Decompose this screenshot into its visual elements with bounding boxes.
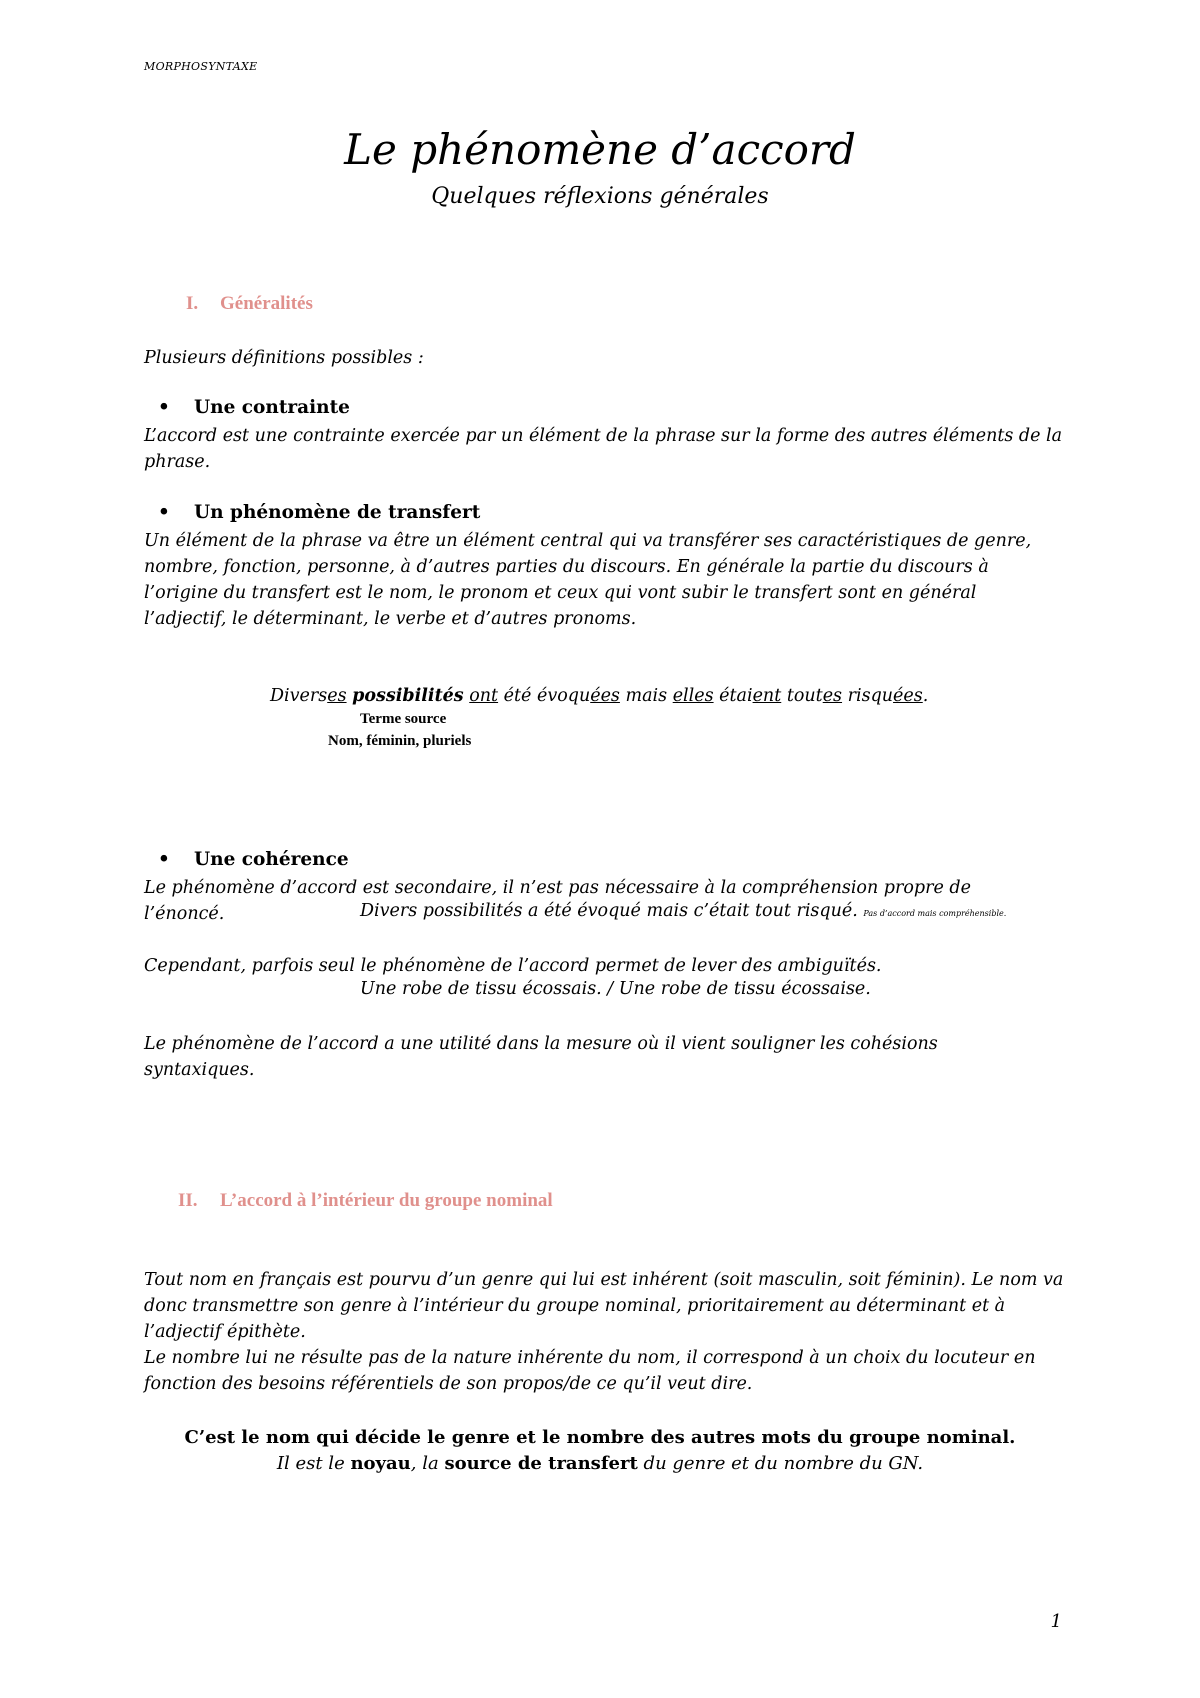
example-note-features: Nom, féminin, pluriels [328,733,472,749]
bullet-title: Une contrainte [194,397,350,418]
example-note-term-source: Terme source [360,711,447,727]
conclusion-text: du genre et du nombre du GN. [643,1453,924,1474]
conclusion-text: , la [410,1453,439,1474]
bullet-coherence-text: Le phénomène d’accord est secondaire, il n’est pas nécessaire à la compréhension propre de l’énoncé. [144,878,971,924]
section-1-number: I. [186,293,199,314]
bullet-dot-icon: • [158,502,170,523]
ambiguity-paragraph: Cependant, parfois seul le phénomène de l’accord permet de lever des ambiguïtés. [144,956,882,976]
section-2-title: L’accord à l’intérieur du groupe nominal [220,1190,553,1211]
bullet-dot-icon: • [158,849,170,870]
example-ending: es [822,686,843,706]
example-ending: es [327,686,347,706]
conclusion-text: Il est le [276,1453,345,1474]
page-title: Le phénomène d’accord [344,125,856,174]
conclusion-keyword: noyau [350,1453,411,1474]
section-2-heading [178,1190,553,1212]
example-word: été évoqu [503,686,591,706]
example-punctuation: . [922,686,929,706]
bullet-title: Une cohérence [194,849,349,870]
section-1-title: Généralités [220,293,313,314]
example-sentence [270,686,928,706]
header-label: MORPHOSYNTAXE [144,60,258,73]
page-subtitle: Quelques réflexions générales [431,184,769,209]
example-word: risqu [847,686,894,706]
example-word: tout [786,686,823,706]
example-ending: ées [893,686,923,706]
ambiguity-example: Une robe de tissu écossais. / Une robe de tissu écossaise. [360,979,871,999]
example-ending: ent [752,686,782,706]
coherence-example-sentence: Divers possibilités a été évoqué mais c’était tout risqué. [360,901,858,921]
bullet-coherence [158,849,349,870]
utility-paragraph: Le phénomène de l’accord a une utilité dans la mesure où il vient souligner les cohésions syntaxiques. [144,1034,938,1080]
coherence-example [360,901,1006,921]
page-number: 1 [1050,1611,1062,1632]
example-source-term: possibilités [352,686,464,706]
example-word: étai [719,686,753,706]
section-2-paragraph-1: Tout nom en français est pourvu d’un genre qui lui est inhérent (soit masculin, soit féminin). Le nom va donc transmettre son genre à l’intérieur du groupe nominal, prioritairement au déterminant et à l’adjectif épithète. [144,1270,1064,1342]
conclusion-keyword: source de transfert [444,1453,638,1474]
conclusion-line-1: C’est le nom qui décide le genre et le nombre des autres mots du groupe nominal. [184,1427,1016,1448]
bullet-title: Un phénomène de transfert [194,502,481,523]
bullet-transfert-text: Un élément de la phrase va être un élément central qui va transférer ses caractéristiques de genre, nombre, fonction, personne, à d’autres parties du discours. En générale la partie du discours à l’origine du transfert est le nom, le pronom et ceux qui vont subir le transfert sont en général l’adjectif, le déterminant, le verbe et d’autres pronoms. [144,531,1032,629]
section-1-heading [186,293,313,315]
conclusion-line-2 [0,1453,1200,1474]
section-1-intro: Plusieurs définitions possibles : [144,348,424,368]
section-2-paragraph-2: Le nombre lui ne résulte pas de la nature inhérente du nom, il correspond à un choix du locuteur en fonction des besoins référentiels de son propos/de ce qu’il veut dire. [144,1348,1036,1394]
bullet-contrainte [158,397,350,418]
example-ending: ont [469,686,499,706]
bullet-contrainte-text: L’accord est une contrainte exercée par un élément de la phrase sur la forme des autres éléments de la phrase. [144,426,1063,472]
bullet-transfert [158,502,480,523]
example-ending: elles [672,686,714,706]
coherence-example-note: Pas d’accord mais compréhensible. [863,909,1007,918]
bullet-dot-icon: • [158,397,170,418]
section-2-number: II. [178,1190,198,1211]
example-word: mais [625,686,668,706]
example-ending: ées [590,686,620,706]
example-word: Divers [270,686,328,706]
